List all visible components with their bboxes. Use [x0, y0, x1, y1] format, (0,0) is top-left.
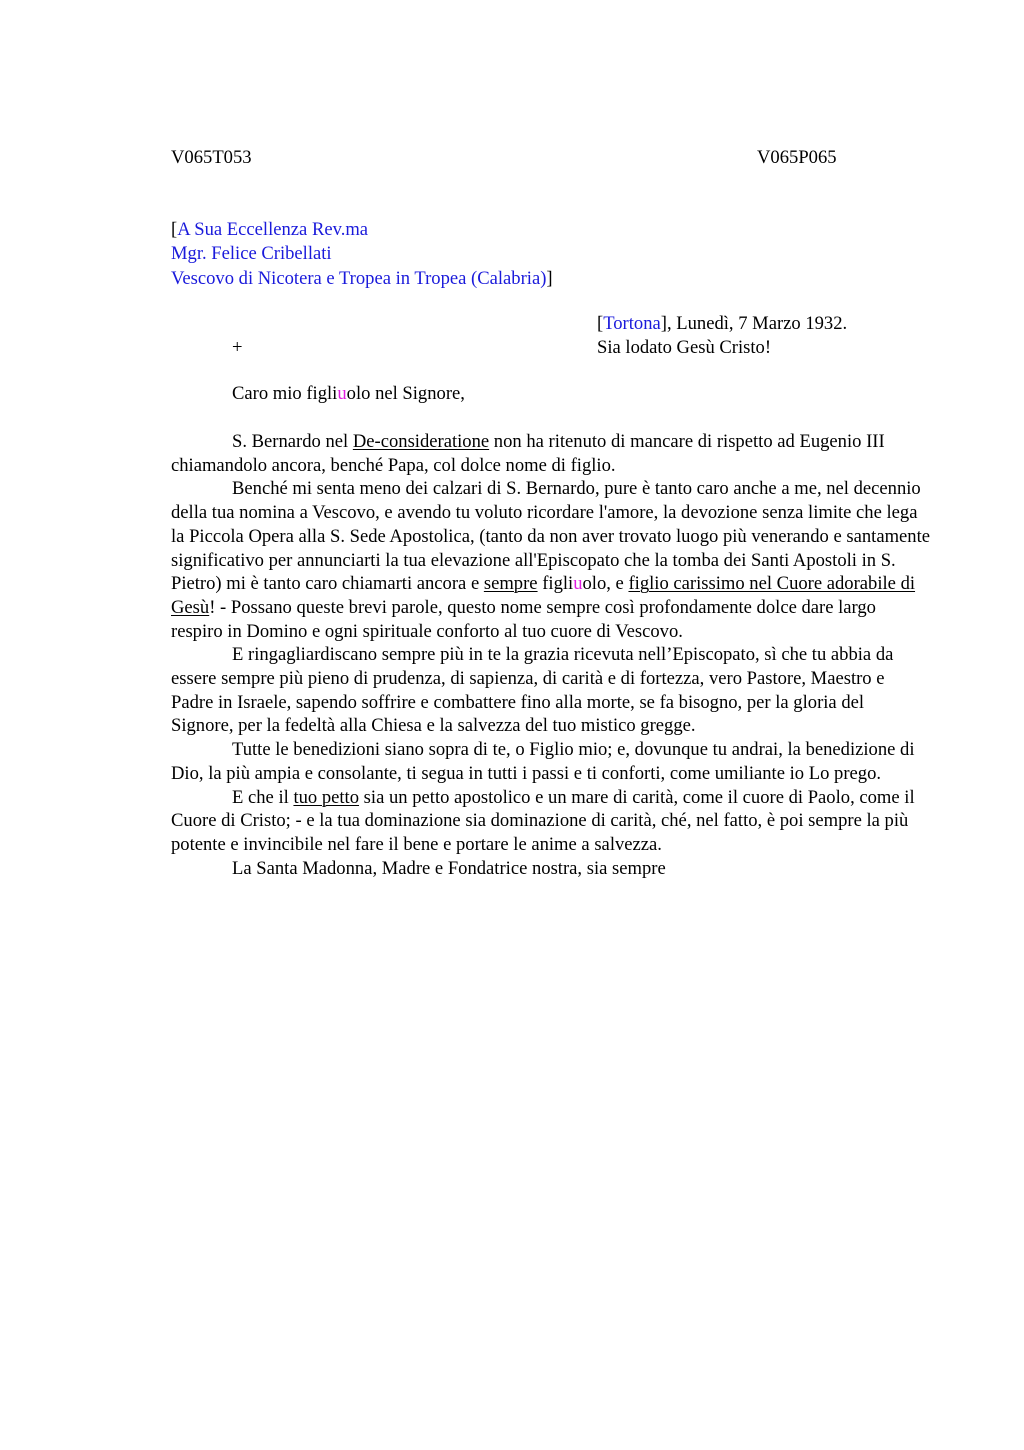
greeting: Caro mio figliuolo nel Signore,	[232, 383, 465, 404]
recipient-line-1: [A Sua Eccellenza Rev.ma	[171, 219, 369, 240]
cross-symbol: +	[232, 337, 243, 358]
document-code-right: V065P065	[757, 147, 837, 168]
paragraph-2: Benché mi senta meno dei calzari di S. Bernardo, pure è tanto caro anche a me, nel decennio della tua nomina a Vescovo, e avendo tu voluto ricordare l'amore, la devozione senza limite che lega la Piccola Opera alla S. Sede Apostolica, (tanto da non aver trovato luogo più venerando e santamente significativo per annunciarti la tua elevazione all'Episcopato che la tomba dei Santi Apostoli in S. Pietro) mi è tanto caro chiamarti ancora e sempre figliuolo, e figlio carissimo nel Cuore adorabile di Gesù! - Possano queste brevi parole, questo nome sempre così profondamente dolce dare largo respiro in Domino e ogni spirituale conforto al tuo cuore di Vescovo.	[171, 478, 931, 642]
paragraph-5: E che il tuo petto sia un petto apostolico e un mare di carità, come il cuore di Paolo, come il Cuore di Cristo; - e la tua dominazione sia dominazione di carità, ché, nel fatto, è poi sempre la più potente e invincibile nel fare il bene e portare le anime a salvezza.	[171, 786, 915, 855]
salutation-line: Sia lodato Gesù Cristo!	[597, 337, 772, 358]
paragraph-6: La Santa Madonna, Madre e Fondatrice nostra, sia sempre	[232, 857, 666, 879]
recipient-line-2: Mgr. Felice Cribellati	[171, 243, 332, 265]
dateline: [Tortona], Lunedì, 7 Marzo 1932.	[597, 313, 848, 334]
letter-body	[171, 430, 931, 880]
document-code-left: V065T053	[171, 147, 252, 168]
paragraph-4: Tutte le benedizioni siano sopra di te, o Figlio mio; e, dovunque tu andrai, la benedizione di Dio, la più ampia e consolante, ti segua in tutti i passi e ti conforti, come umiliante io Lo prego.	[171, 739, 915, 784]
paragraph-1: S. Bernardo nel De-consideratione non ha ritenuto di mancare di rispetto ad Eugenio III chiamandolo ancora, benché Papa, col dolce nome di figlio.	[171, 431, 885, 476]
recipient-line-3: Vescovo di Nicotera e Tropea in Tropea (Calabria)]	[171, 267, 553, 289]
dateline-place: Tortona	[603, 313, 661, 334]
recipient-block	[171, 218, 553, 291]
paragraph-3: E ringagliardiscano sempre più in te la grazia ricevuta nell’Episcopato, sì che tu abbia da essere sempre più pieno di prudenza, di sapienza, di carità e di fortezza, vero Pastore, Maestro e Padre in Israele, sapendo soffrire e combattere fino alla morte, se fa bisogno, per la gloria del Signore, per la fedeltà alla Chiesa e la salvezza del tuo mistico gregge.	[171, 644, 894, 737]
